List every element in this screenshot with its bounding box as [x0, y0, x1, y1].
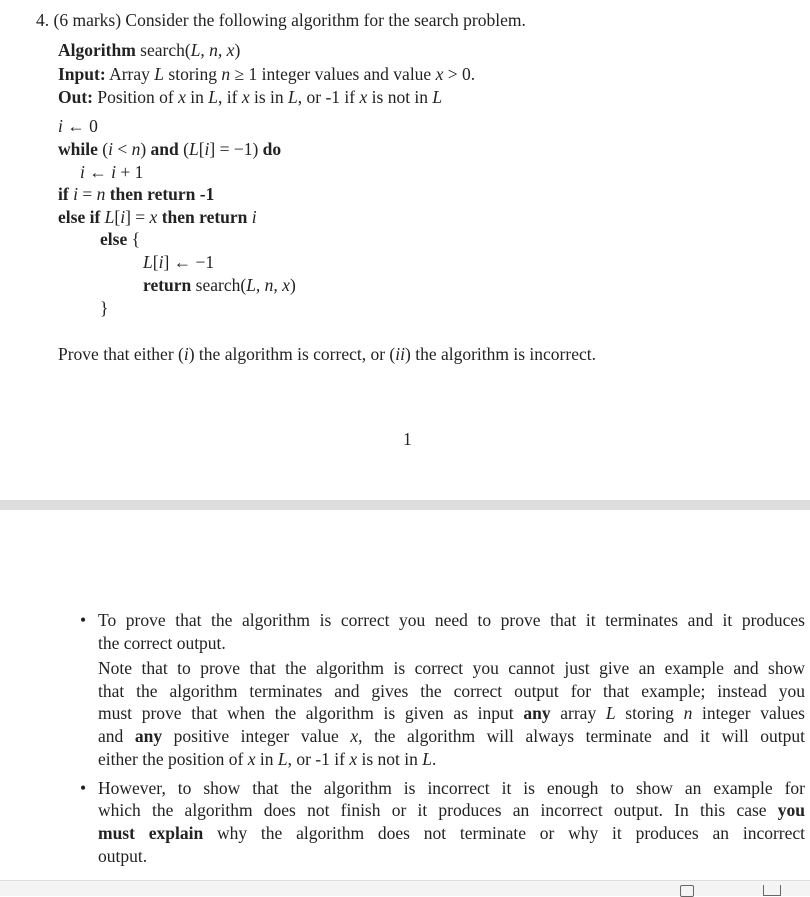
text-segment: if — [58, 184, 69, 204]
text-segment: . — [432, 749, 437, 769]
text-segment: in — [255, 749, 278, 769]
text-segment: else if — [58, 207, 101, 227]
text-line — [98, 702, 805, 724]
text-segment: L, n, x — [190, 40, 235, 60]
text-line — [98, 609, 805, 631]
text-segment: [ — [152, 252, 159, 272]
text-segment: ) — [234, 40, 241, 60]
text-segment: search( — [135, 40, 191, 60]
text-segment: then return -1 — [105, 184, 215, 204]
text-segment: must prove that when the algorithm is given as input — [98, 703, 524, 723]
text-segment: and — [98, 726, 135, 746]
text-segment: ≥ 1 integer values and value — [230, 64, 436, 84]
text-segment: x — [350, 726, 359, 746]
text-segment: integer values — [692, 703, 805, 723]
text-line — [58, 86, 442, 108]
text-segment: L — [154, 64, 165, 84]
text-segment: However, to show that the algorithm is incorrect it is enough to show an example for — [98, 778, 805, 798]
text-line — [58, 115, 98, 137]
text-segment: you — [777, 800, 805, 820]
text-segment: ] = −1) — [209, 139, 263, 159]
text-segment: ] ← −1 — [163, 252, 215, 272]
text-segment: Prove that either ( — [58, 344, 184, 364]
text-segment: output. — [98, 846, 148, 866]
text-segment: which the algorithm does not finish or it produces an incorrect output. In this case — [98, 800, 778, 820]
text-line — [98, 725, 805, 747]
text-segment: x — [359, 87, 368, 107]
text-segment: any — [523, 703, 551, 723]
text-segment: = — [77, 184, 97, 204]
text-segment: L — [208, 87, 218, 107]
text-line — [100, 228, 140, 250]
text-line — [58, 183, 214, 205]
text-segment: i — [251, 207, 257, 227]
page-number: 1 — [403, 429, 412, 449]
text-segment: x — [149, 207, 158, 227]
page-view-icon[interactable] — [680, 885, 694, 897]
text-segment: why the algorithm does not terminate or why it produces an incorrect — [203, 823, 806, 843]
text-segment: i — [204, 139, 210, 159]
text-segment: return — [143, 275, 192, 295]
text-line — [98, 822, 805, 844]
text-segment: Position of — [93, 87, 179, 107]
text-segment: i — [120, 207, 126, 227]
text-segment: i — [183, 344, 189, 364]
text-segment: else — [100, 229, 128, 249]
text-segment: + 1 — [116, 162, 144, 182]
text-line — [36, 9, 526, 31]
text-segment: L — [104, 207, 115, 227]
bullet-icon: • — [80, 610, 87, 630]
text-line — [143, 274, 296, 296]
text-segment: Input: — [58, 64, 106, 84]
text-segment: n — [683, 703, 693, 723]
text-segment: L, n, x — [246, 275, 290, 295]
text-segment: then return — [157, 207, 248, 227]
text-line — [98, 657, 805, 679]
text-line — [58, 63, 475, 85]
bullet-icon: • — [80, 778, 87, 798]
text-segment: storing — [164, 64, 222, 84]
text-segment: Algorithm — [58, 40, 136, 60]
text-line — [58, 138, 281, 160]
text-line — [98, 799, 805, 821]
text-line — [100, 297, 108, 319]
text-segment: To prove that the algorithm is correct you need to prove that it terminates and it produces — [98, 610, 805, 630]
text-line — [98, 845, 147, 867]
text-segment: x — [178, 87, 186, 107]
text-segment: L — [288, 87, 298, 107]
text-segment: ii — [395, 344, 405, 364]
text-segment: ) — [140, 139, 151, 159]
text-segment: is in — [249, 87, 289, 107]
text-segment: , if — [217, 87, 242, 107]
text-segment: ( — [178, 139, 189, 159]
text-segment: i — [111, 162, 116, 182]
text-segment: i — [58, 116, 63, 136]
text-line — [98, 632, 226, 654]
text-segment: ← — [84, 162, 112, 182]
text-line — [58, 343, 596, 365]
text-line — [98, 777, 805, 799]
text-line — [58, 206, 257, 228]
text-line — [98, 748, 436, 770]
text-segment: n — [221, 64, 231, 84]
text-segment: L — [422, 749, 432, 769]
fit-page-icon[interactable] — [763, 885, 781, 896]
text-segment: , or -1 if — [297, 87, 360, 107]
text-segment: the correct output. — [98, 633, 226, 653]
text-line — [58, 39, 240, 61]
text-segment: ) the algorithm is incorrect. — [405, 344, 596, 364]
text-line — [143, 251, 214, 273]
text-segment: ← 0 — [62, 116, 98, 136]
text-segment: while — [58, 139, 98, 159]
text-segment: array — [550, 703, 606, 723]
text-segment: any — [134, 726, 163, 746]
text-segment: ] = — [125, 207, 150, 227]
text-segment: [ — [114, 207, 121, 227]
text-segment: Note that to prove that the algorithm is correct you cannot just give an example and show — [98, 658, 805, 678]
text-segment: { — [127, 229, 140, 249]
text-segment: i — [158, 252, 164, 272]
text-segment: L — [143, 252, 153, 272]
text-segment: [ — [198, 139, 205, 159]
text-segment: L — [605, 703, 616, 723]
text-segment: ( — [97, 139, 109, 159]
text-segment: L — [432, 87, 443, 107]
text-segment: > 0. — [443, 64, 476, 84]
text-line — [98, 680, 805, 702]
text-segment: and — [150, 139, 179, 159]
text-segment: ) the algorithm is correct, or ( — [188, 344, 396, 364]
text-segment: L — [188, 139, 199, 159]
text-segment: search( — [191, 275, 247, 295]
text-segment: x — [349, 749, 358, 769]
text-segment: n — [96, 184, 106, 204]
text-segment: L — [277, 749, 288, 769]
text-segment: , or -1 if — [287, 749, 350, 769]
text-segment: } — [100, 298, 109, 318]
text-segment: i — [80, 162, 85, 182]
text-segment: ) — [289, 275, 296, 295]
text-segment: positive integer value — [162, 726, 351, 746]
text-segment: 4. (6 marks) Consider the following algorithm for the search problem. — [36, 10, 526, 30]
text-segment: Array — [105, 64, 155, 84]
text-segment: in — [185, 87, 209, 107]
text-segment: n — [131, 139, 141, 159]
text-segment: must explain — [98, 823, 204, 843]
text-segment: i — [108, 139, 113, 159]
text-segment: x — [247, 749, 256, 769]
page-separator — [0, 500, 810, 510]
text-segment: is not in — [367, 87, 433, 107]
text-segment: x — [435, 64, 444, 84]
text-segment: < — [112, 139, 132, 159]
text-segment: that the algorithm terminates and gives the correct output for that example; instead you — [98, 681, 805, 701]
text-segment: Out: — [58, 87, 93, 107]
text-segment: i — [73, 184, 78, 204]
text-segment: x — [241, 87, 250, 107]
text-segment: is not in — [357, 749, 423, 769]
text-segment: storing — [615, 703, 684, 723]
text-segment: either the position of — [98, 749, 248, 769]
text-segment: , the algorithm will always terminate and it will output — [358, 726, 805, 746]
text-line — [80, 161, 143, 183]
text-segment: do — [262, 139, 282, 159]
